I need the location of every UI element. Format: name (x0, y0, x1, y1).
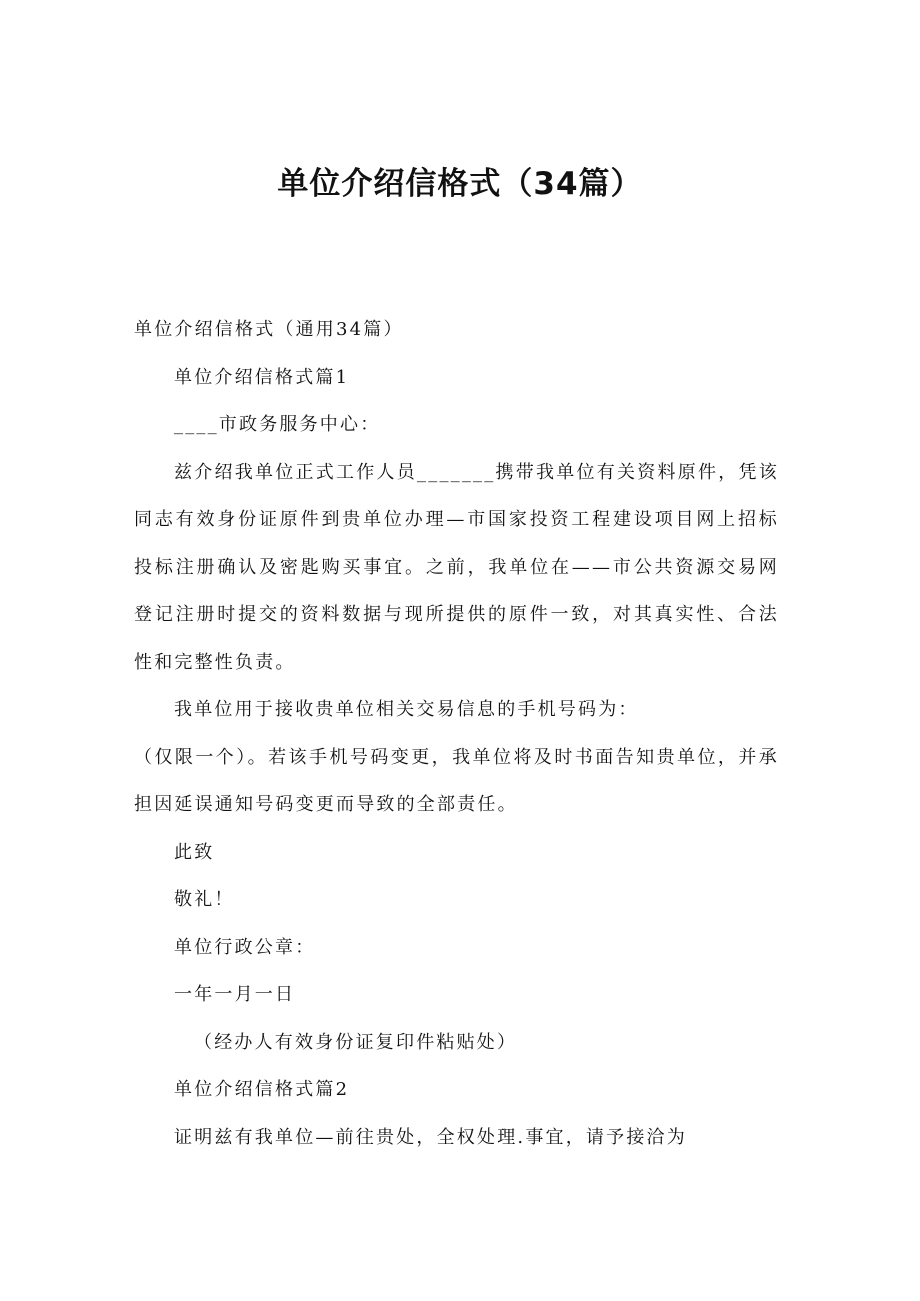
phone-change-paragraph: （仅限一个）。若该手机号码变更，我单位将及时书面告知贵单位，并承担因延误通知号码变更而导致的全部责任。 (134, 746, 779, 815)
phone-number-line: 我单位用于接收贵单位相关交易信息的手机号码为： (174, 699, 639, 720)
letter-date: 一年一月一日 (174, 984, 296, 1005)
letter-body-paragraph: 兹介绍我单位正式工作人员_______携带我单位有关资料原件，凭该同志有效身份证原件到贵单位办理—市国家投资工程建设项目网上招标投标注册确认及密匙购买事宜。之前，我单位在——市公共资源交易网登记注册时提交的资料数据与现所提供的原件一致，对其真实性、合法性和完整性负责。 (134, 461, 779, 673)
closing-regards: 敬礼！ (174, 889, 235, 910)
official-seal-label: 单位行政公章： (174, 936, 316, 958)
collection-subtitle: 单位介绍信格式（通用34篇） (134, 319, 404, 340)
id-copy-note: （经办人有效身份证复印件粘贴处） (194, 1031, 518, 1053)
document-title: 单位介绍信格式（34篇） (277, 166, 643, 202)
letter-2-opening: 证明兹有我单位—前往贵处，全权处理.事宜，请予接洽为 (174, 1126, 687, 1148)
closing-salutation: 此致 (174, 841, 215, 863)
letter-addressee: ____市政务服务中心： (174, 414, 381, 435)
section-heading-2: 单位介绍信格式篇2 (174, 1079, 350, 1100)
section-heading-1: 单位介绍信格式篇1 (174, 366, 350, 388)
document-body (134, 306, 779, 1161)
